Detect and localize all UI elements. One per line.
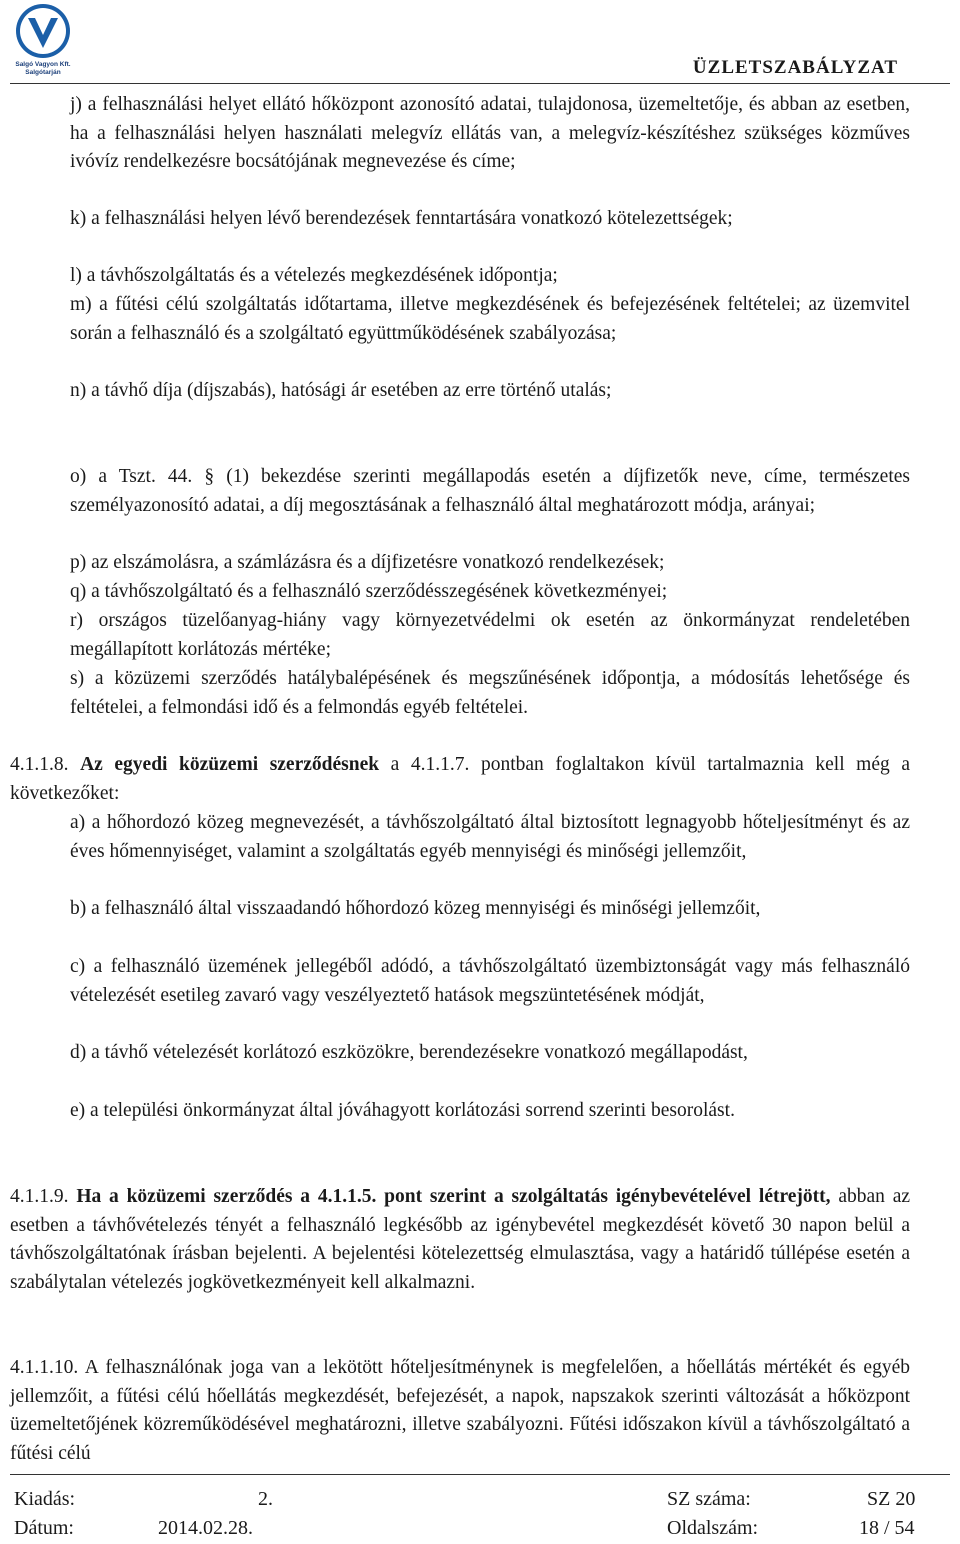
footer-page-label: Oldalszám: [667, 1517, 759, 1539]
footer-page-value: 18 / 54 [859, 1517, 915, 1539]
company-logo [12, 2, 74, 78]
document-title: ÜZLETSZABÁLYZAT [692, 57, 898, 78]
logo-caption [12, 61, 74, 77]
section-number: 4.1.1.9. [10, 1186, 69, 1207]
list-item-q: q) a távhőszolgáltató és a felhasználó szerződésszegésének következményei; [70, 581, 668, 602]
section-text: a 4.1.1.7. pontban foglaltakon kívül tartalmaznia kell még a következőket: [10, 754, 910, 804]
section-bold-heading: Az egyedi közüzemi szerződésnek [80, 754, 380, 775]
section-bold-heading: Ha a közüzemi szerződés a 4.1.1.5. pont szerint a szolgáltatás igénybevételével létrejött, [76, 1186, 831, 1207]
logo-line-1: Salgó Vagyon Kft. [15, 61, 71, 68]
section-text: abban az esetben a távhővételezés tényét a felhasználó legkésőbb az igénybevétel megkezdését követő 30 napon belül a távhőszolgáltatónak írásban bejelenti. A bejelentési kötelezettség elmulasztása, vagy a határidő túllépése esetén a szabálytalan vételezés jogkövetkezményeit kell alkalmazni. [10, 1186, 910, 1293]
list-item-a: a) a hőhordozó közeg megnevezését, a távhőszolgáltató által biztosított legnagyobb hőteljesítményt és az éves hőmennyiséget, valamint a szolgáltatás egyéb mennyiségi és minőségi jellemzőit, [70, 812, 910, 862]
list-item-r: r) országos tüzelőanyag-hiány vagy környezetvédelmi ok esetén az önkormányzat rendeletében megállapított korlátozás mértéke; [70, 610, 910, 660]
logo-emblem-icon [14, 2, 72, 60]
list-item-n: n) a távhő díja (díjszabás), hatósági ár esetében az erre történő utalás; [70, 380, 612, 401]
list-item-j: j) a felhasználási helyet ellátó hőközpont azonosító adatai, tulajdonosa, üzemeltetője, és abban az esetben, ha a felhasználási helyen használati melegvíz ellátás van, a melegvíz-készítéshez szükséges közműves ivóvíz rendelkezésre bocsátójának megnevezése és címe; [70, 94, 910, 172]
section-4-1-1-10: 4.1.1.10. A felhasználónak joga van a lekötött hőteljesítménynek is megfelelően, a hőellátás mértékét és egyéb jellemzőit, a fűtési célú hőellátás megkezdését, befejezését, a napok, napszakok szerinti változását a hőközpont üzemeltetőjének közreműködésével meghatározni, illetve szabályozni. Fűtési időszakon kívül a távhőszolgáltató a fűtési célú [10, 1357, 910, 1464]
list-item-d: d) a távhő vételezését korlátozó eszközökre, berendezésekre vonatkozó megállapodást, [70, 1042, 748, 1063]
footer-datum-value: 2014.02.28. [158, 1517, 253, 1539]
list-item-l: l) a távhőszolgáltatás és a vételezés megkezdésének időpontja; [70, 265, 558, 286]
list-item-p: p) az elszámolásra, a számlázásra és a díjfizetésre vonatkozó rendelkezések; [70, 552, 665, 573]
section-number: 4.1.1.8. [10, 754, 69, 775]
footer-kiadas-value: 2. [258, 1488, 273, 1510]
section-4-1-1-8 [10, 751, 910, 808]
footer-kiadas-label: Kiadás: [14, 1488, 76, 1510]
list-item-s: s) a közüzemi szerződés hatálybalépésének és megszűnésének időpontja, a módosítás lehetősége és feltételei, a felmondási idő és a felmondás egyéb feltételei. [70, 668, 910, 718]
list-item-o: o) a Tszt. 44. § (1) bekezdése szerinti megállapodás esetén a díjfizetők neve, címe, természetes személyazonosító adatai, a díj megosztásának a felhasználó által meghatározott módja, arányai; [70, 466, 910, 516]
list-item-k: k) a felhasználási helyen lévő berendezések fenntartására vonatkozó kötelezettségek; [70, 208, 733, 229]
footer-sz-label: SZ száma: [667, 1488, 751, 1510]
footer-datum-label: Dátum: [14, 1517, 74, 1539]
section-4-1-1-9 [10, 1183, 910, 1297]
list-item-c: c) a felhasználó üzemének jellegéből adódó, a távhőszolgáltató üzembiztonságát vagy más felhasználó vételezését esetileg zavaró vagy veszélyeztető hatások megszüntetésének módját, [70, 956, 910, 1006]
list-item-b: b) a felhasználó által visszaadandó hőhordozó közeg mennyiségi és minőségi jellemzőit, [70, 898, 761, 919]
list-item-e: e) a települési önkormányzat által jóváhagyott korlátozási sorrend szerinti besorolást. [70, 1100, 735, 1121]
logo-line-2: Salgótarján [25, 69, 61, 76]
footer-divider [10, 1474, 950, 1475]
list-item-m: m) a fűtési célú szolgáltatás időtartama, illetve megkezdésének és befejezésének feltételei; az üzemvitel során a felhasználó és a szolgáltató együttműködésének szabályozása; [70, 294, 910, 344]
footer-sz-value: SZ 20 [867, 1488, 916, 1510]
header-divider [10, 83, 950, 84]
